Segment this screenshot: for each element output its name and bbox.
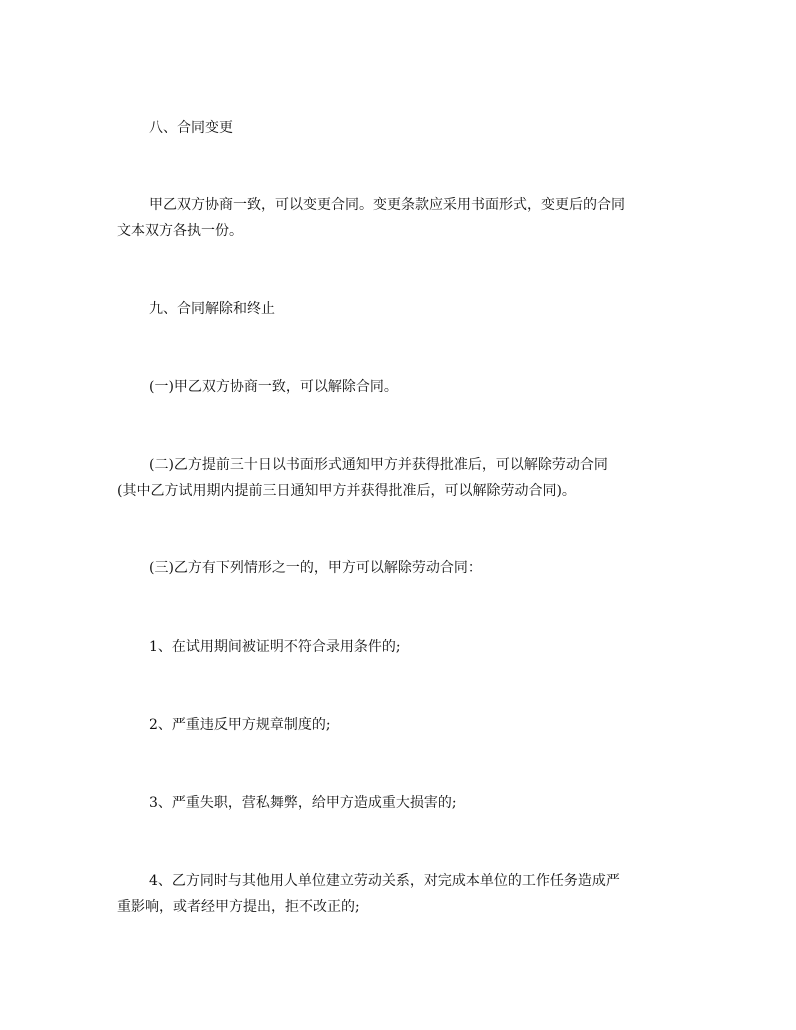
paragraph-line: 文本双方各执一份。 (117, 223, 243, 239)
clause-item-1: (一)甲乙双方协商一致，可以解除合同。 (149, 379, 398, 395)
clause-item-2-line1: (二)乙方提前三十日以书面形式通知甲方并获得批准后，可以解除劳动合同 (149, 457, 608, 473)
sub-item-2: 2、严重违反甲方规章制度的; (149, 717, 331, 733)
sub-item-1: 1、在试用期间被证明不符合录用条件的; (149, 639, 401, 655)
section-heading-contract-change: 八、合同变更 (149, 120, 233, 136)
clause-item-2-line2: (其中乙方试用期内提前三日通知甲方并获得批准后，可以解除劳动合同)。 (117, 483, 576, 499)
clause-item-3: (三)乙方有下列情形之一的，甲方可以解除劳动合同： (149, 560, 482, 576)
sub-item-3: 3、严重失职，营私舞弊，给甲方造成重大损害的; (149, 795, 457, 811)
paragraph-line: 甲乙双方协商一致，可以变更合同。变更条款应采用书面形式，变更后的合同 (149, 197, 625, 213)
sub-item-4-line1: 4、乙方同时与其他用人单位建立劳动关系，对完成本单位的工作任务造成严 (149, 873, 620, 889)
section-heading-contract-termination: 九、合同解除和终止 (149, 301, 275, 317)
sub-item-4-line2: 重影响，或者经甲方提出，拒不改正的; (117, 899, 360, 915)
